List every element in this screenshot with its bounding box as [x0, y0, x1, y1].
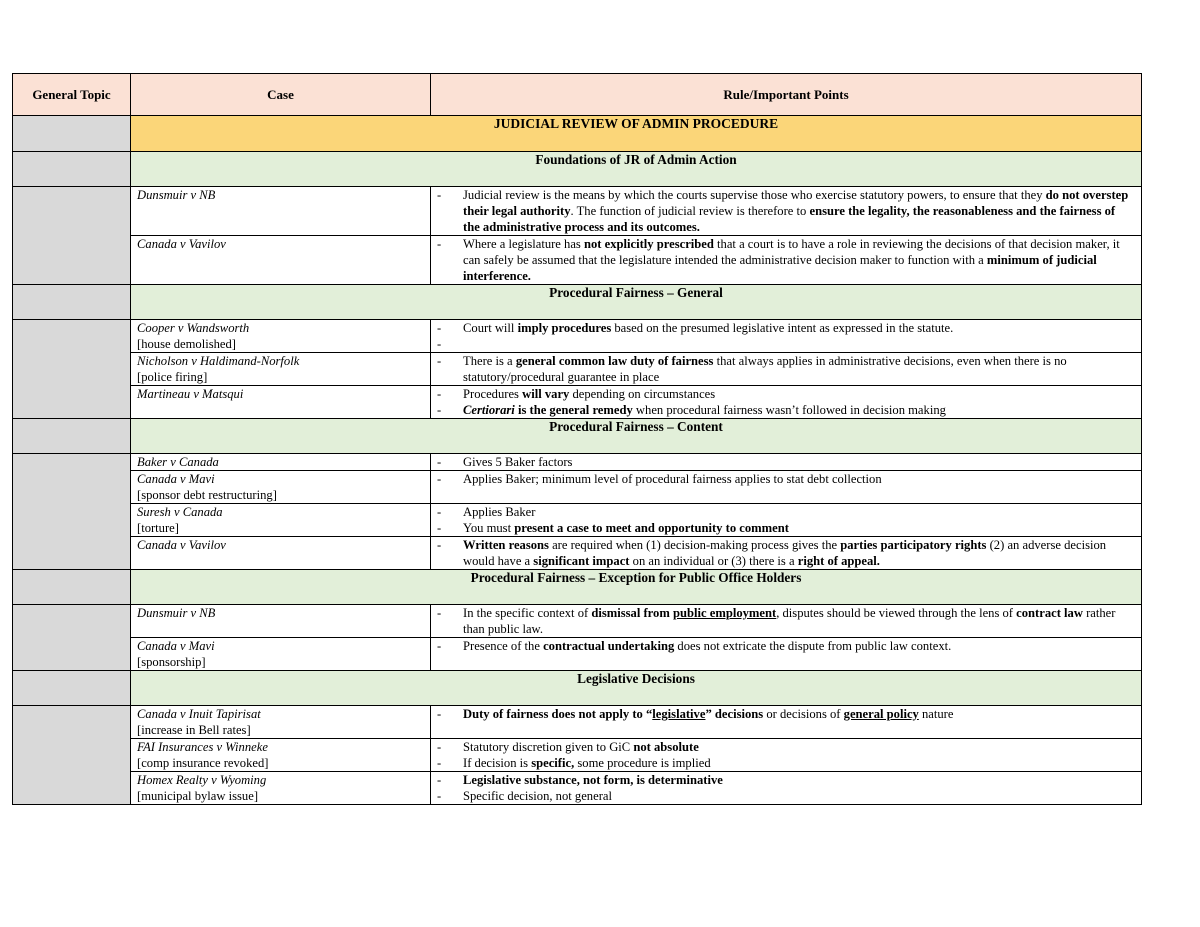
bullet-text: [463, 504, 1135, 520]
case-name: Dunsmuir v NB: [137, 188, 216, 202]
bullet-text: [463, 353, 1135, 385]
bullet-dash: -: [437, 756, 442, 770]
topic-cell: [13, 152, 131, 187]
text-run: not absolute: [633, 740, 699, 754]
points-cell: [431, 638, 1142, 671]
text-run: when procedural fairness wasn’t followed in decision making: [632, 403, 946, 417]
bullet-point: [437, 236, 1135, 284]
text-run: Applies Baker; minimum level of procedural fairness applies to stat debt collection: [463, 472, 882, 486]
bullet-point: [437, 638, 1135, 654]
bullet-point: [437, 471, 1135, 487]
bullet-dash: -: [437, 773, 442, 787]
bullet-text: [463, 755, 1135, 771]
case-cell: [131, 471, 431, 504]
case-name: Canada v Mavi: [137, 639, 215, 653]
case-cell: [131, 638, 431, 671]
text-run: contractual undertaking: [543, 639, 675, 653]
case-cell: [131, 386, 431, 419]
text-run: legislative: [652, 707, 706, 721]
points-cell: [431, 320, 1142, 353]
bullet-text: [463, 471, 1135, 487]
bullet-text: [463, 520, 1135, 536]
text-run: that always applies in administrative decisions, even when there is no statutory/procedural guarantee in place: [463, 354, 1067, 384]
case-name: Dunsmuir v NB: [137, 606, 216, 620]
text-run: on an individual or (3) there is a: [629, 554, 798, 568]
bullet-point: [437, 706, 1135, 722]
table-row: [13, 638, 1142, 671]
bullet-text: [463, 772, 1135, 788]
case-name: FAI Insurances v Winneke: [137, 740, 268, 754]
topic-cell: [13, 419, 131, 454]
topic-cell: [13, 605, 131, 671]
section-title: JUDICIAL REVIEW OF ADMIN PROCEDURE: [131, 116, 1142, 152]
bullet-text: [463, 320, 1135, 336]
table-row: [13, 187, 1142, 236]
bullet-dash: -: [437, 606, 442, 620]
table-row: [13, 504, 1142, 537]
text-run: depending on circumstances: [569, 387, 716, 401]
subsection-row: [13, 671, 1142, 706]
text-run: Legislative substance, not form, is determinative: [463, 773, 723, 787]
header-case: Case: [131, 74, 431, 116]
bullet-text: [463, 402, 1135, 418]
bullet-text: [463, 236, 1135, 284]
case-note: [house demolished]: [137, 337, 236, 351]
bullet-dash: -: [437, 337, 442, 351]
table-row: [13, 605, 1142, 638]
bullet-dash: -: [437, 505, 442, 519]
bullet-text: [463, 638, 1135, 654]
bullet-point: [437, 353, 1135, 385]
case-name: Suresh v Canada: [137, 505, 223, 519]
bullet-dash: -: [437, 237, 442, 251]
bullet-dash: -: [437, 789, 442, 803]
text-run: Applies Baker: [463, 505, 536, 519]
text-run: based on the presumed legislative intent as expressed in the statute.: [611, 321, 954, 335]
case-cell: [131, 236, 431, 285]
text-run: ensure the legality, the reasonableness and the fairness of the administrative process and its outcomes.: [463, 204, 1116, 234]
text-run: dismissal from: [591, 606, 673, 620]
bullet-text: [463, 706, 1135, 722]
bullet-text: [463, 739, 1135, 755]
bullet-point: [437, 336, 1135, 352]
text-run: Presence of the: [463, 639, 544, 653]
text-run: If decision is: [463, 756, 532, 770]
text-run: Judicial review is the means by which the courts supervise those who exercise statutory powers, to ensure that they: [463, 188, 1046, 202]
section-row: [13, 116, 1142, 152]
bullet-point: [437, 537, 1135, 569]
case-name: Baker v Canada: [137, 455, 219, 469]
case-cell: [131, 605, 431, 638]
bullet-text: [463, 788, 1135, 804]
bullet-point: [437, 788, 1135, 804]
text-run: significant impact: [533, 554, 630, 568]
table-body: [13, 116, 1142, 805]
bullet-dash: -: [437, 538, 442, 552]
bullet-point: [437, 504, 1135, 520]
case-note: [municipal bylaw issue]: [137, 789, 259, 803]
text-run: will vary: [522, 387, 570, 401]
text-run: Certiorari: [463, 403, 515, 417]
bullet-dash: -: [437, 403, 442, 417]
text-run: that a court is to have a role in reviewing the decisions of that decision maker, it can safely be assumed that the legislature intended the administrative decision maker to function with a: [463, 237, 1120, 267]
bullet-text: [463, 187, 1135, 235]
case-name: Nicholson v Haldimand-Norfolk: [137, 354, 300, 368]
text-run: minimum of judicial interference.: [463, 253, 1097, 283]
points-cell: [431, 537, 1142, 570]
text-run: specific,: [531, 756, 575, 770]
bullet-dash: -: [437, 740, 442, 754]
text-run: present a case to meet and opportunity to comment: [514, 521, 789, 535]
bullet-point: [437, 755, 1135, 771]
text-run: ” decisions: [705, 707, 764, 721]
subsection-row: [13, 152, 1142, 187]
text-run: In the specific context of: [463, 606, 592, 620]
text-run: Duty of fairness does not apply to “: [463, 707, 653, 721]
table-row: [13, 471, 1142, 504]
subsection-row: [13, 570, 1142, 605]
subsection-title: Procedural Fairness – Exception for Public Office Holders: [131, 570, 1142, 605]
points-cell: [431, 504, 1142, 537]
bullet-dash: -: [437, 188, 442, 202]
case-note: [increase in Bell rates]: [137, 723, 251, 737]
case-cell: [131, 454, 431, 471]
bullet-dash: -: [437, 387, 442, 401]
text-run: general common law duty of fairness: [515, 354, 714, 368]
text-run: public employment: [672, 606, 777, 620]
text-run: Where a legislature has: [463, 237, 584, 251]
points-cell: [431, 187, 1142, 236]
case-cell: [131, 772, 431, 805]
case-name: Cooper v Wandsworth: [137, 321, 250, 335]
text-run: (2) an adverse decision would have a: [463, 538, 1107, 568]
points-cell: [431, 454, 1142, 471]
case-name: Canada v Vavilov: [137, 538, 226, 552]
text-run: There is a: [463, 354, 516, 368]
text-run: rather than public law.: [463, 606, 1116, 636]
subsection-title: Foundations of JR of Admin Action: [131, 152, 1142, 187]
bullet-dash: -: [437, 354, 442, 368]
case-cell: [131, 537, 431, 570]
bullet-text: [463, 454, 1135, 470]
case-note: [sponsor debt restructuring]: [137, 488, 277, 502]
text-run: is the general remedy: [514, 403, 633, 417]
points-cell: [431, 353, 1142, 386]
text-run: or decisions of: [763, 707, 844, 721]
table-row: [13, 706, 1142, 739]
text-run: some procedure is implied: [574, 756, 711, 770]
bullet-dash: -: [437, 455, 442, 469]
case-name: Canada v Mavi: [137, 472, 215, 486]
text-run: nature: [918, 707, 954, 721]
bullet-point: [437, 402, 1135, 418]
bullet-point: [437, 320, 1135, 336]
text-run: Written reasons: [463, 538, 549, 552]
text-run: imply procedures: [517, 321, 612, 335]
table-row: [13, 353, 1142, 386]
subsection-row: [13, 419, 1142, 454]
text-run: right of appeal.: [797, 554, 880, 568]
subsection-title: Procedural Fairness – General: [131, 285, 1142, 320]
case-cell: [131, 187, 431, 236]
case-name: Homex Realty v Wyoming: [137, 773, 267, 787]
bullet-point: [437, 454, 1135, 470]
points-cell: [431, 236, 1142, 285]
text-run: Gives 5 Baker factors: [463, 455, 573, 469]
points-cell: [431, 605, 1142, 638]
bullet-dash: -: [437, 472, 442, 486]
table-row: [13, 236, 1142, 285]
topic-cell: [13, 116, 131, 152]
bullet-text: [463, 537, 1135, 569]
points-cell: [431, 386, 1142, 419]
text-run: . The function of judicial review is therefore to: [570, 204, 810, 218]
subsection-title: Legislative Decisions: [131, 671, 1142, 706]
text-run: Procedures: [463, 387, 523, 401]
table-row: [13, 386, 1142, 419]
text-run: Statutory discretion given to GiC: [463, 740, 634, 754]
table-row: [13, 454, 1142, 471]
bullet-point: [437, 739, 1135, 755]
subsection-row: [13, 285, 1142, 320]
points-cell: [431, 706, 1142, 739]
bullet-dash: -: [437, 321, 442, 335]
case-note: [sponsorship]: [137, 655, 206, 669]
case-summary-table: [12, 73, 1142, 805]
text-run: , disputes should be viewed through the lens of: [776, 606, 1017, 620]
bullet-dash: -: [437, 521, 442, 535]
topic-cell: [13, 187, 131, 285]
case-cell: [131, 739, 431, 772]
bullet-point: [437, 772, 1135, 788]
case-note: [comp insurance revoked]: [137, 756, 269, 770]
case-note: [police firing]: [137, 370, 208, 384]
points-cell: [431, 772, 1142, 805]
bullet-dash: -: [437, 707, 442, 721]
case-name: Martineau v Matsqui: [137, 387, 244, 401]
header-row: [13, 74, 1142, 116]
case-name: Canada v Inuit Tapirisat: [137, 707, 261, 721]
text-run: Specific decision, not general: [463, 789, 612, 803]
topic-cell: [13, 570, 131, 605]
case-name: Canada v Vavilov: [137, 237, 226, 251]
points-cell: [431, 471, 1142, 504]
topic-cell: [13, 706, 131, 805]
bullet-dash: -: [437, 639, 442, 653]
case-cell: [131, 320, 431, 353]
case-cell: [131, 504, 431, 537]
header-general-topic: General Topic: [13, 74, 131, 116]
bullet-text: [463, 336, 1135, 352]
topic-cell: [13, 320, 131, 419]
case-cell: [131, 706, 431, 739]
text-run: parties participatory rights: [840, 538, 987, 552]
bullet-point: [437, 520, 1135, 536]
case-note: [torture]: [137, 521, 179, 535]
text-run: does not extricate the dispute from public law context.: [674, 639, 952, 653]
bullet-point: [437, 187, 1135, 235]
table-row: [13, 772, 1142, 805]
bullet-point: [437, 605, 1135, 637]
table-row: [13, 537, 1142, 570]
text-run: general policy: [843, 707, 919, 721]
subsection-title: Procedural Fairness – Content: [131, 419, 1142, 454]
bullet-text: [463, 386, 1135, 402]
text-run: Court will: [463, 321, 518, 335]
bullet-text: [463, 605, 1135, 637]
table-row: [13, 320, 1142, 353]
topic-cell: [13, 285, 131, 320]
bullet-point: [437, 386, 1135, 402]
text-run: are required when (1) decision-making process gives the: [548, 538, 841, 552]
text-run: not explicitly prescribed: [583, 237, 714, 251]
topic-cell: [13, 454, 131, 570]
text-run: You must: [463, 521, 515, 535]
topic-cell: [13, 671, 131, 706]
text-run: contract law: [1016, 606, 1083, 620]
case-cell: [131, 353, 431, 386]
header-rule: Rule/Important Points: [431, 74, 1142, 116]
points-cell: [431, 739, 1142, 772]
text-run: do not overstep their legal authority: [463, 188, 1129, 218]
table-row: [13, 739, 1142, 772]
